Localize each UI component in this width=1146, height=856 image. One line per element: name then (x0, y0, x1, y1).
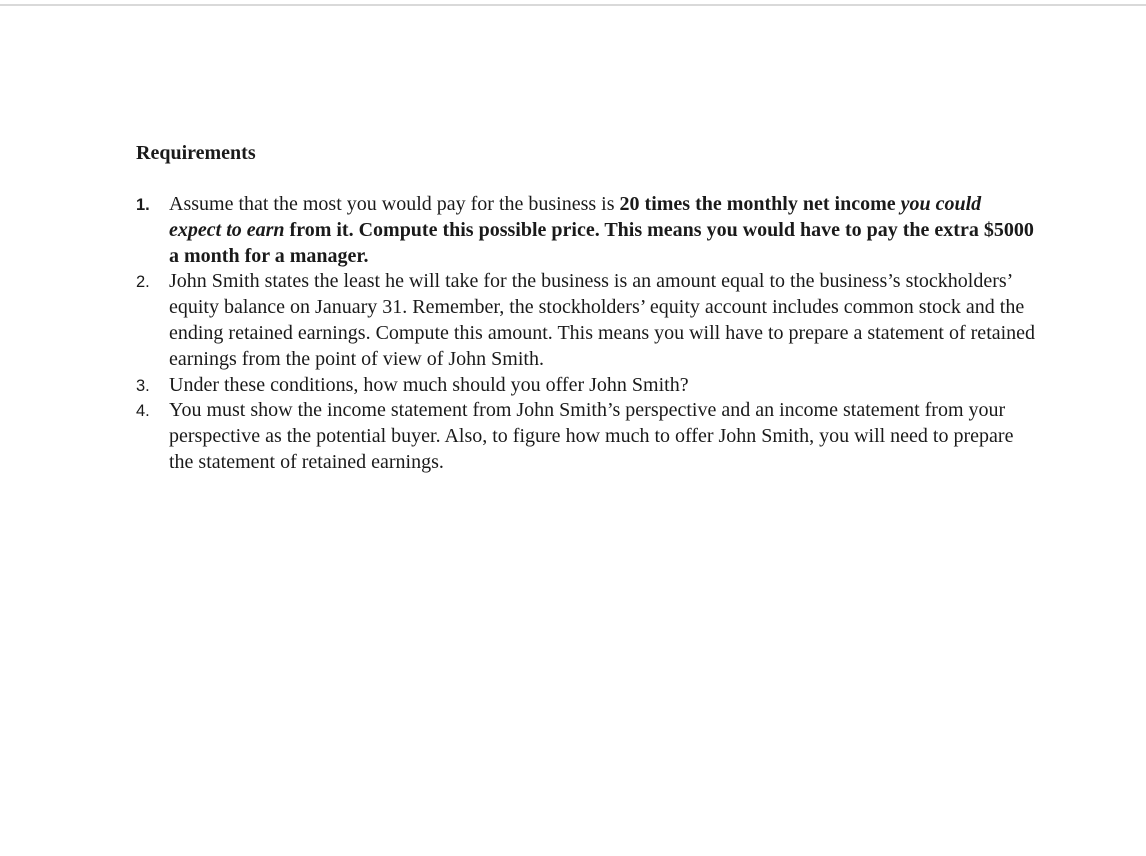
top-divider (0, 4, 1146, 6)
requirement-text: You must show the income statement from John Smith’s perspective and an income statement from your perspective as the potential buyer. Also, to figure how much to offer John Smith, you will need to prepare the statement of retained earnings. (169, 399, 1014, 473)
requirement-item-4 (136, 398, 1036, 475)
requirement-text: Under these conditions, how much should you offer John Smith? (169, 373, 689, 396)
requirement-item-2 (136, 269, 1036, 372)
requirement-number: 4. (136, 402, 150, 421)
requirements-list (136, 192, 1036, 476)
requirements-document (136, 140, 1036, 476)
emphasis-bold: from it. Compute this possible price. This means you would have to pay the extra $5000 a month for a manager. (169, 218, 1034, 267)
requirement-item-3 (136, 373, 1036, 399)
requirement-number: 1. (136, 196, 150, 214)
requirements-heading: Requirements (136, 142, 256, 164)
requirement-number: 2. (136, 273, 150, 292)
requirement-text: John Smith states the least he will take for the business is an amount equal to the business’s stockholders’ equity balance on January 31. Remember, the stockholders’ equity account includes common stock and the ending retained earnings. Compute this amount. This means you will have to prepare a statement of retained earnings from the point of view of John Smith. (169, 270, 1036, 370)
requirement-item-1 (136, 192, 1036, 269)
emphasis-bold-italic: you could expect to earn (169, 193, 982, 241)
emphasis-bold: 20 times the monthly net income (619, 193, 896, 215)
requirement-text: Assume that the most you would pay for the business is 20 times the monthly net income you could expect to earn from it. Compute this possible price. This means you would have to pay the extra $5000 a month for a manager. (169, 193, 1034, 267)
requirement-number: 3. (136, 376, 150, 395)
